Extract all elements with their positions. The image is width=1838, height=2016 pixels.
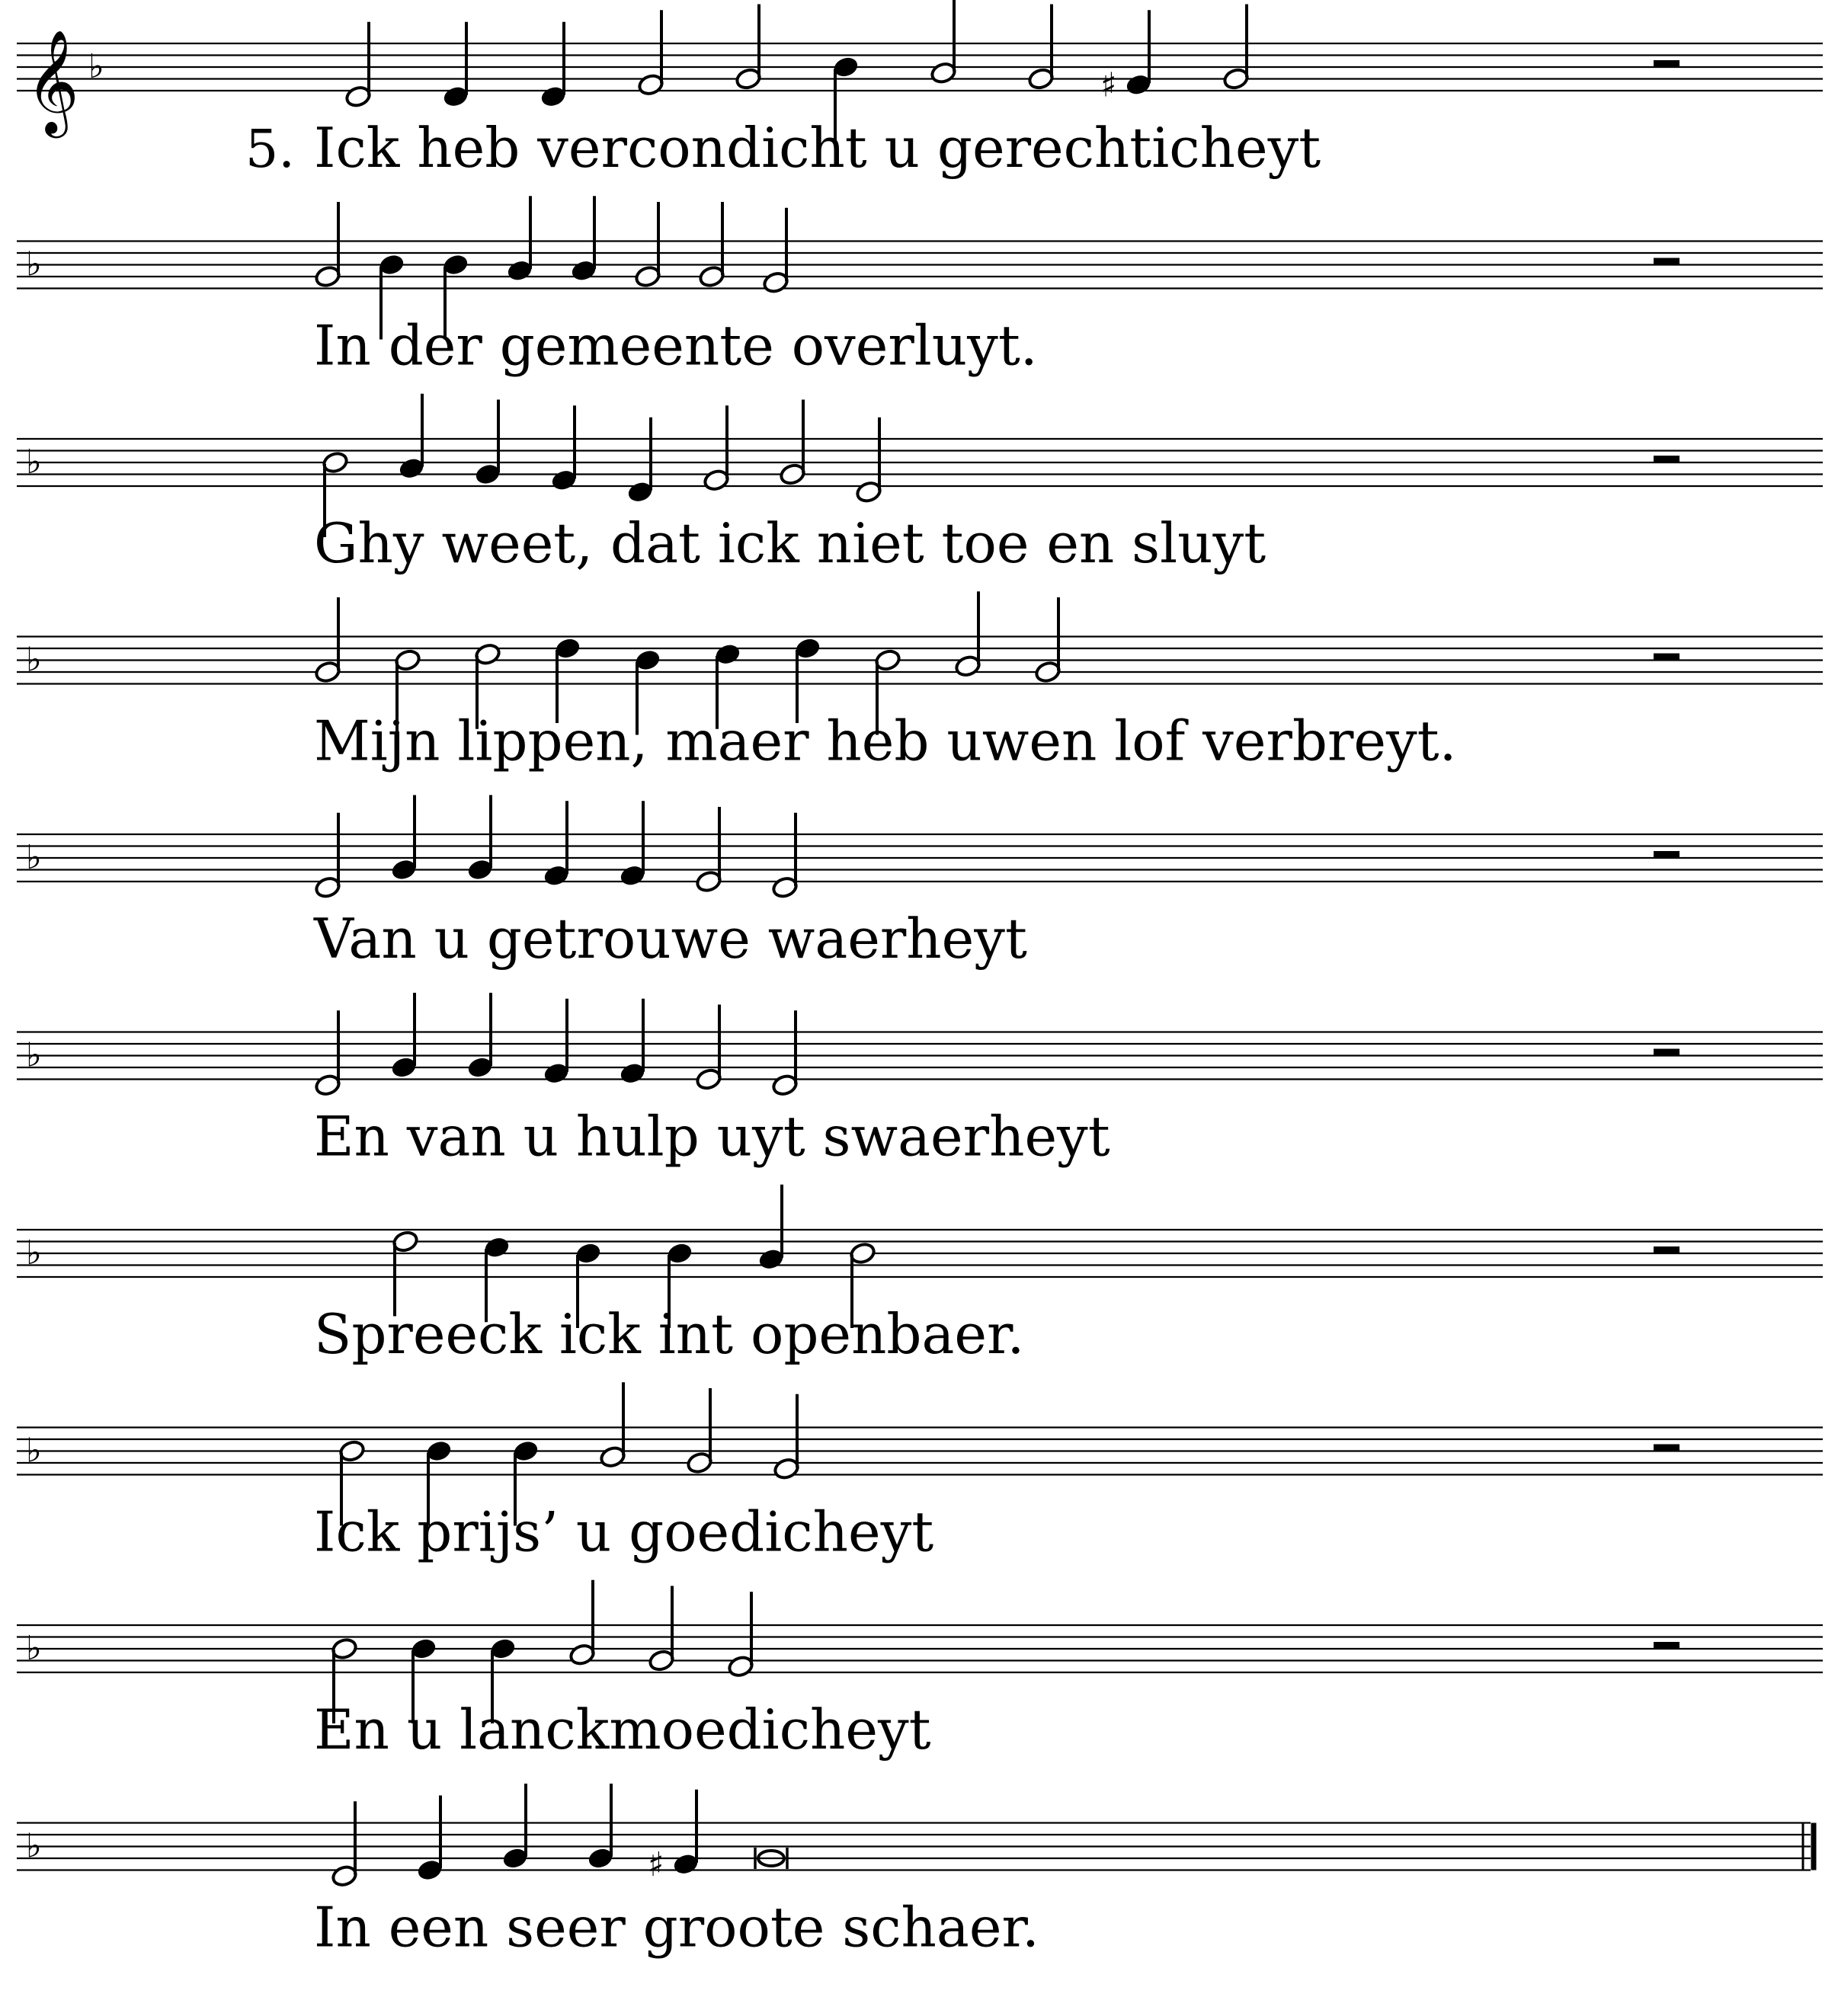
note <box>1027 5 1055 91</box>
note <box>762 208 789 294</box>
note <box>1034 597 1061 683</box>
note <box>344 22 372 108</box>
note <box>540 22 567 108</box>
half-rest-icon <box>1654 258 1679 265</box>
lyric-line: Mijn lippen, maer heb uwen lof verbreyt. <box>314 709 1457 773</box>
staff-system <box>17 1580 1823 1762</box>
note <box>648 1586 675 1672</box>
note <box>568 1580 596 1666</box>
note <box>390 993 418 1079</box>
lyric-line: Ghy weet, dat ick niet toe en sluyt <box>314 511 1266 575</box>
note <box>587 1784 614 1870</box>
key-signature-flat-icon: ♭ <box>26 1629 42 1668</box>
note <box>698 202 725 288</box>
note <box>727 1592 754 1678</box>
half-rest-icon <box>1654 1049 1679 1056</box>
note <box>466 993 494 1079</box>
note <box>735 5 762 91</box>
note <box>314 813 341 899</box>
key-signature-flat-icon: ♭ <box>26 1826 42 1866</box>
sharp-accidental-icon: ♯ <box>1100 66 1117 105</box>
staff-system <box>17 795 1823 971</box>
lyric-line: Ick heb vercondicht u gerechticheyt <box>314 116 1321 180</box>
half-rest-icon <box>1654 654 1679 661</box>
note <box>314 597 341 683</box>
treble-clef-icon: 𝄞 <box>26 28 79 133</box>
note <box>771 813 799 899</box>
note <box>855 418 882 504</box>
lyric-line: En van u hulp uyt swaerheyt <box>314 1104 1110 1169</box>
note <box>550 405 578 491</box>
note <box>466 795 494 882</box>
note <box>543 999 570 1085</box>
note <box>954 591 981 677</box>
note <box>474 400 501 486</box>
lyric-line: Spreeck ick int openbaer. <box>314 1302 1025 1366</box>
note <box>695 807 722 893</box>
half-rest-icon <box>1654 1246 1679 1253</box>
lyric-line: Ick prijs’ u goedicheyt <box>314 1499 934 1564</box>
half-rest-icon <box>1654 60 1679 67</box>
key-signature-flat-icon: ♭ <box>26 1234 42 1272</box>
staff-system <box>17 993 1823 1169</box>
note <box>570 196 597 282</box>
note <box>626 418 654 504</box>
staff-system <box>17 196 1823 377</box>
key-signature-flat-icon: ♭ <box>26 245 42 284</box>
note <box>637 10 664 96</box>
staff-system <box>17 1185 1823 1366</box>
staff-system <box>17 1382 1823 1563</box>
note <box>619 801 646 887</box>
lyric-line: Van u getrouwe waerheyt <box>314 907 1027 971</box>
staff-system <box>17 591 1823 773</box>
verse-number: 5. <box>245 120 295 180</box>
half-rest-icon <box>1654 851 1679 858</box>
half-rest-icon <box>1654 1445 1679 1451</box>
staff-system <box>17 1784 1814 1960</box>
note <box>390 795 418 882</box>
note <box>331 1801 358 1887</box>
note <box>757 1185 785 1271</box>
half-rest-icon <box>1654 1642 1679 1649</box>
half-rest-icon <box>1654 456 1679 462</box>
note <box>703 405 730 491</box>
key-signature-flat-icon: ♭ <box>26 838 42 877</box>
note <box>1222 5 1250 91</box>
key-signature-flat-icon: ♭ <box>26 1431 42 1470</box>
note <box>506 196 533 282</box>
note <box>695 1005 722 1091</box>
key-signature-flat-icon: ♭ <box>26 443 42 482</box>
staff-system <box>17 394 1823 575</box>
note <box>314 1010 341 1096</box>
lyric-line: In een seer groote schaer. <box>314 1895 1039 1960</box>
note <box>930 0 957 85</box>
note <box>398 394 425 480</box>
staff-system <box>17 0 1823 180</box>
note <box>779 400 806 486</box>
note <box>543 801 570 887</box>
note <box>619 999 646 1085</box>
note <box>634 202 661 288</box>
note <box>771 1010 799 1096</box>
note <box>599 1382 626 1468</box>
lyric-line: En u lanckmoedicheyt <box>314 1698 931 1762</box>
key-signature-flat-icon: ♭ <box>26 1035 42 1075</box>
note <box>416 1796 443 1882</box>
lyric-line: In der gemeente overluyt. <box>314 313 1038 378</box>
key-signature-flat-icon: ♭ <box>26 640 42 680</box>
sharp-accidental-icon: ♯ <box>648 1845 664 1884</box>
note <box>501 1784 529 1870</box>
note <box>773 1394 800 1480</box>
note <box>686 1388 713 1474</box>
note <box>314 202 341 288</box>
note <box>442 22 469 108</box>
key-signature-flat-icon: ♭ <box>88 47 104 86</box>
